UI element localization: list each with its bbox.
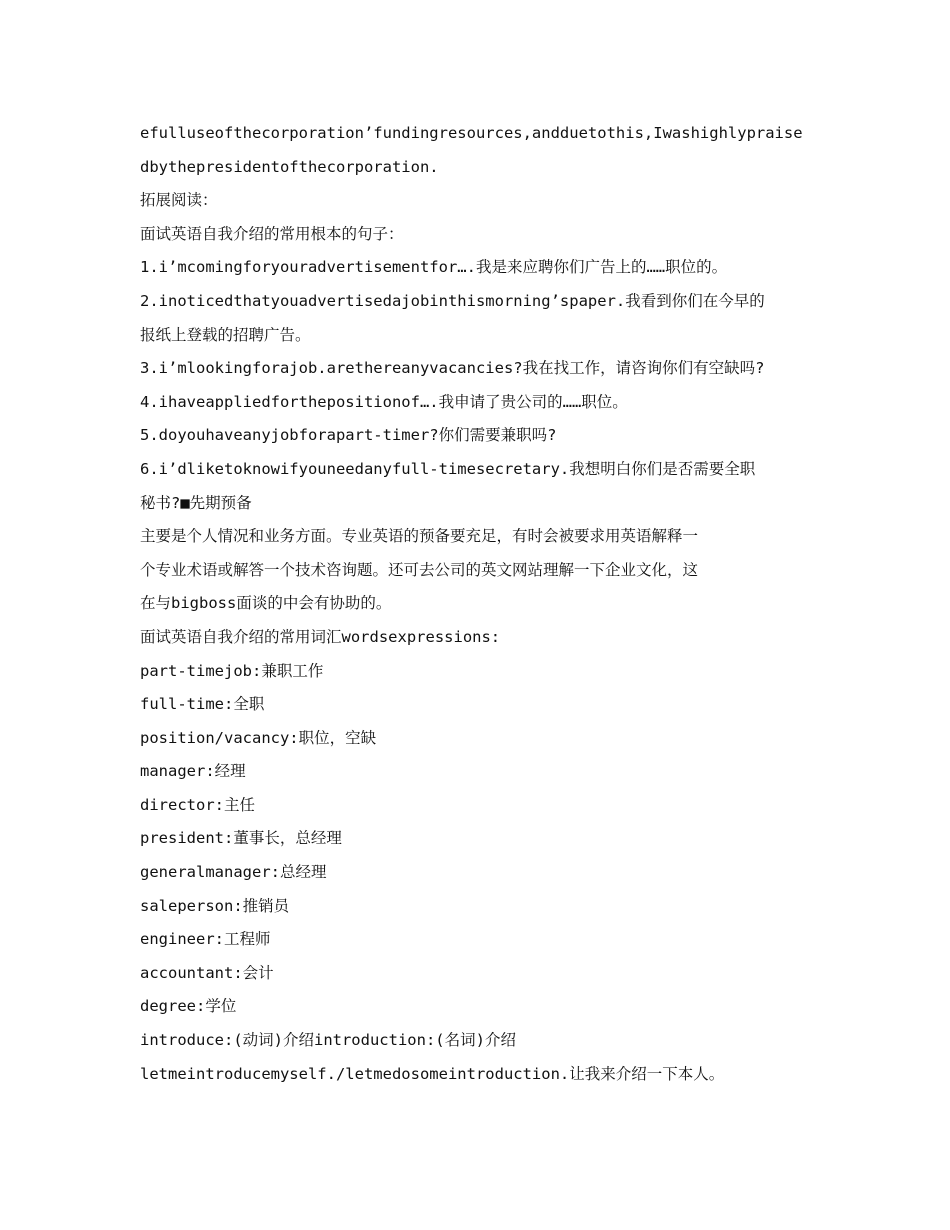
vocab-item: generalmanager:总经理 [140,863,327,882]
text-line: efulluseofthecorporation’fundingresources,andduetothis,Iwashighlypraise [140,124,803,142]
text-line: 在与bigboss面谈的中会有协助的。 [140,594,392,613]
document-body [140,117,820,1091]
list-item: 5.doyouhaveanyjobforapart-timer?你们需要兼职吗? [140,426,557,445]
vocab-item: engineer:工程师 [140,930,271,949]
vocab-item: manager:经理 [140,762,246,781]
text-line: letmeintroducemyself./letmedosomeintroduction.让我来介绍一下本人。 [140,1064,725,1083]
vocab-item: part-timejob:兼职工作 [140,661,324,680]
text-line: dbythepresidentofthecorporation. [140,157,439,176]
vocab-item: introduce:(动词)介绍introduction:(名词)介绍 [140,1031,516,1050]
list-item: 1.i’mcomingforyouradvertisementfor….我是来应聘你们广告上的……职位的。 [140,258,728,277]
text-line: 秘书?■先期预备 [140,493,252,512]
list-item: 3.i’mlookingforajob.arethereanyvacancies?我在找工作，请咨询你们有空缺吗? [140,359,765,378]
vocab-item: full-time:全职 [140,695,265,714]
list-item: 2.inoticedthatyouadvertisedajobinthismorning’spaper.我看到你们在今早的 [140,291,765,310]
section-heading: 拓展阅读： [140,191,218,210]
list-item: 6.i’dliketoknowifyouneedanyfull-timesecretary.我想明白你们是否需要全职 [140,459,756,478]
section-heading: 面试英语自我介绍的常用根本的句子： [140,224,404,243]
vocab-item: president:董事长，总经理 [140,829,342,848]
vocab-item: director:主任 [140,795,255,814]
vocab-item: degree:学位 [140,997,237,1016]
text-line: 主要是个人情况和业务方面。专业英语的预备要充足，有时会被要求用英语解释一 [140,527,699,546]
list-item: 4.ihaveappliedforthepositionof….我申请了贵公司的……职位。 [140,392,628,411]
text-line: 报纸上登载的招聘广告。 [140,325,311,344]
text-line: 个专业术语或解答一个技术咨询题。还可去公司的英文网站理解一下企业文化，这 [140,560,699,579]
vocab-item: accountant:会计 [140,963,274,982]
vocab-item: position/vacancy:职位，空缺 [140,728,377,747]
vocab-item: saleperson:推销员 [140,896,290,915]
section-heading: 面试英语自我介绍的常用词汇wordsexpressions: [140,627,501,646]
